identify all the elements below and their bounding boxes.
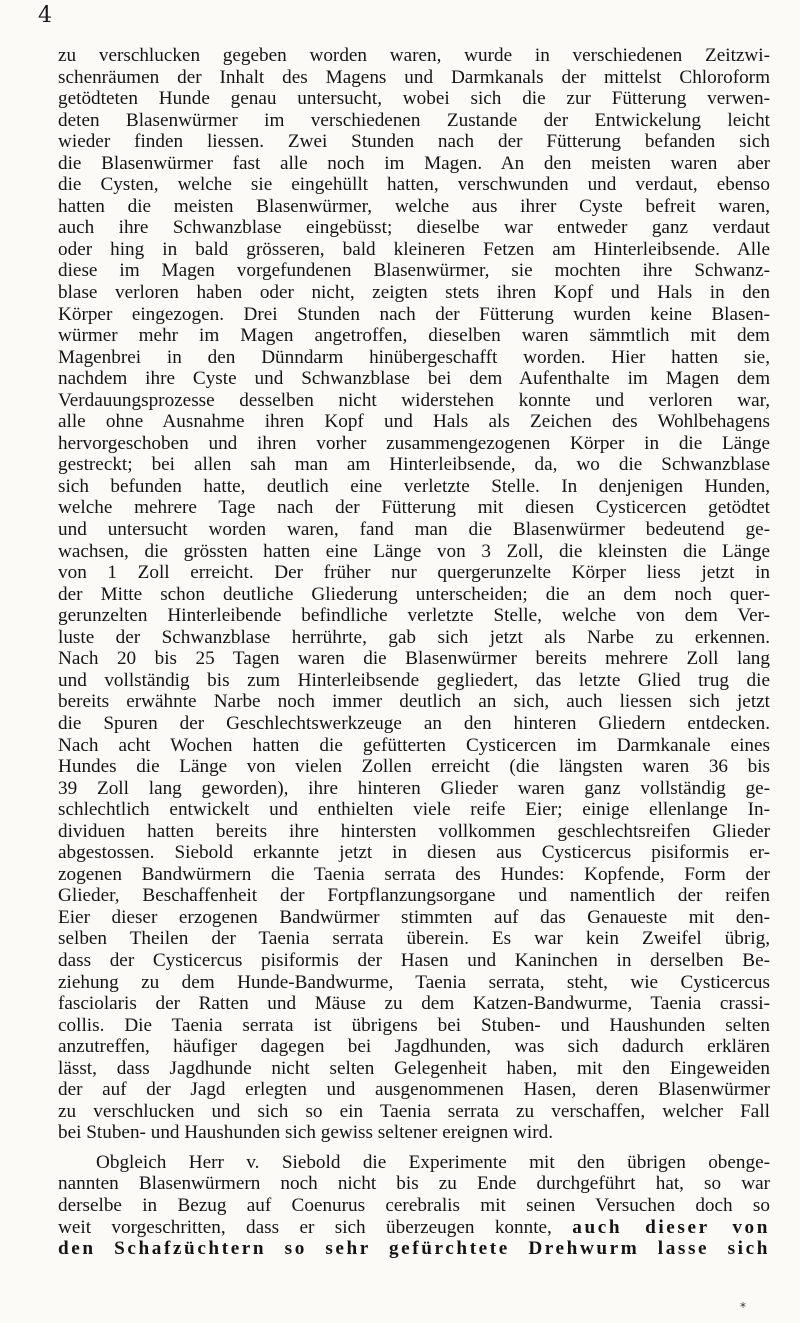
text-line: anzutreffen, häufiger dagegen bei Jagdhunden, was sich dadurch erklären xyxy=(58,1036,770,1058)
text-line: bereits erwähnte Narbe noch immer deutlich an sich, auch liessen sich jetzt xyxy=(58,691,770,713)
text-line: collis. Die Taenia serrata ist übrigens bei Stuben- und Haushunden selten xyxy=(58,1014,770,1036)
text-line: die Blasenwürmer fast alle noch im Magen. An den meisten waren aber xyxy=(58,152,770,174)
spaced-emphasis: auch dieser von xyxy=(572,1216,771,1238)
text-line: welche mehrere Tage nach der Fütterung mit diesen Cysticercen getödtet xyxy=(58,497,770,519)
spaced-emphasis-line: den Schafzüchtern so sehr gefürchtete Drehwurm lasse sich xyxy=(58,1238,770,1260)
text-line: Nach 20 bis 25 Tagen waren die Blasenwürmer bereits mehrere Zoll lang xyxy=(58,648,770,670)
text-line: von 1 Zoll erreicht. Der früher nur quergerunzelte Körper liess jetzt in xyxy=(58,562,770,584)
text-line: schlechtlich entwickelt und enthielten viele reife Eier; einige ellenlange In- xyxy=(58,799,770,821)
text-line: schenräumen der Inhalt des Magens und Darmkanals der mittelst Chloroform xyxy=(58,66,770,88)
text-line: die Cysten, welche sie eingehüllt hatten, verschwunden und verdaut, ebenso xyxy=(58,174,770,196)
text-line: abgestossen. Siebold erkannte jetzt in diesen aus Cysticercus pisiformis er- xyxy=(58,842,770,864)
text-line: und untersucht worden waren, fand man die Blasenwürmer bedeutend ge- xyxy=(58,519,770,541)
page-mark: * xyxy=(740,1300,746,1314)
text-line: selben Theilen der Taenia serrata überein. Es war kein Zweifel übrig, xyxy=(58,928,770,950)
text-line: deten Blasenwürmer im verschiedenen Zustande der Entwickelung leicht xyxy=(58,109,770,131)
text-line: wachsen, die grössten hatten eine Länge von 3 Zoll, die kleinsten die Länge xyxy=(58,540,770,562)
text-line: Verdauungsprozesse desselben nicht widerstehen konnte und verloren war, xyxy=(58,389,770,411)
paragraph-gap xyxy=(58,1144,770,1152)
text-line: dass der Cysticercus pisiformis der Hasen und Kaninchen in derselben Be- xyxy=(58,949,770,971)
text-line: Eier dieser erzogenen Bandwürmer stimmten auf das Genaueste mit den- xyxy=(58,906,770,928)
text-line: Magenbrei in den Dünndarm hinübergeschafft worden. Hier hatten sie, xyxy=(58,346,770,368)
text-line: Nach acht Wochen hatten die gefütterten Cysticercen im Darmkanale eines xyxy=(58,734,770,756)
body-text xyxy=(58,45,770,1260)
paragraph-1 xyxy=(58,45,770,1144)
text-line: Glieder, Beschaffenheit der Fortpflanzungsorgane und namentlich der reifen xyxy=(58,885,770,907)
text-line: die Spuren der Geschlechtswerkzeuge an den hinteren Gliedern entdecken. xyxy=(58,712,770,734)
text-line: zu verschlucken gegeben worden waren, wurde in verschiedenen Zeitzwi- xyxy=(58,45,770,66)
text-segment: weit vorgeschritten, dass er sich überzeugen konnte, xyxy=(58,1216,552,1238)
text-line: der auf der Jagd erlegten und ausgenommenen Hasen, deren Blasenwürmer xyxy=(58,1079,770,1101)
paragraph-2 xyxy=(58,1152,770,1260)
text-line: der Mitte schon deutliche Gliederung unterscheiden; die an dem noch quer- xyxy=(58,583,770,605)
text-line: würmer mehr im Magen angetroffen, dieselben waren sämmtlich mit dem xyxy=(58,325,770,347)
text-line: zu verschlucken und sich so ein Taenia serrata zu verschaffen, welcher Fall xyxy=(58,1100,770,1122)
text-line: wieder finden liessen. Zwei Stunden nach der Fütterung befanden sich xyxy=(58,131,770,153)
text-line: Obgleich Herr v. Siebold die Experimente mit den übrigen obenge- xyxy=(96,1151,770,1173)
text-line: luste der Schwanzblase herrührte, gab sich jetzt als Narbe zu erkennen. xyxy=(58,626,770,648)
text-line: dividuen hatten bereits ihre hintersten vollkommen geschlechtsreifen Glieder xyxy=(58,820,770,842)
text-line: auch ihre Schwanzblase eingebüsst; dieselbe war entweder ganz verdaut xyxy=(58,217,770,239)
text-line: blase verloren haben oder nicht, zeigten stets ihren Kopf und Hals in den xyxy=(58,282,770,304)
text-line: Körper eingezogen. Drei Stunden nach der Fütterung wurden keine Blasen- xyxy=(58,303,770,325)
text-line: lässt, dass Jagdhunde nicht selten Gelegenheit haben, mit den Eingeweiden xyxy=(58,1057,770,1079)
text-line: fasciolaris der Ratten und Mäuse zu dem Katzen-Bandwurme, Taenia crassi- xyxy=(58,993,770,1015)
text-line: nachdem ihre Cyste und Schwanzblase bei dem Aufenthalte im Magen dem xyxy=(58,368,770,390)
text-line: und vollständig bis zum Hinterleibsende gegliedert, das letzte Glied trug die xyxy=(58,669,770,691)
text-line: gestreckt; bei allen sah man am Hinterleibsende, da, wo die Schwanzblase xyxy=(58,454,770,476)
text-line: getödteten Hunde genau untersucht, wobei sich die zur Fütterung verwen- xyxy=(58,88,770,110)
text-line: 39 Zoll lang geworden), ihre hinteren Glieder waren ganz vollständig ge- xyxy=(58,777,770,799)
text-line: zogenen Bandwürmern die Taenia serrata des Hundes: Kopfende, Form der xyxy=(58,863,770,885)
text-line: nannten Blasenwürmern noch nicht bis zu Ende durchgeführt hat, so war xyxy=(58,1173,770,1195)
text-line: oder hing in bald grösseren, bald kleineren Fetzen am Hinterleibsende. Alle xyxy=(58,238,770,260)
text-line xyxy=(58,1217,770,1239)
text-line: alle ohne Ausnahme ihren Kopf und Hals als Zeichen des Wohlbehagens xyxy=(58,411,770,433)
text-line: hervorgeschoben und ihren vorher zusammengezogenen Körper in die Länge xyxy=(58,432,770,454)
text-line: Hundes die Länge von vielen Zollen erreicht (die längsten waren 36 bis xyxy=(58,756,770,778)
text-line: hatten die meisten Blasenwürmer, welche aus ihrer Cyste befreit waren, xyxy=(58,195,770,217)
text-line: ziehung zu dem Hunde-Bandwurme, Taenia serrata, steht, wie Cysticercus xyxy=(58,971,770,993)
text-line: bei Stuben- und Haushunden sich gewiss seltener ereignen wird. xyxy=(58,1122,554,1144)
text-line: derselbe in Bezug auf Coenurus cerebralis mit seinen Versuchen doch so xyxy=(58,1194,770,1216)
text-line: sich befunden hatte, deutlich eine verletzte Stelle. In denjenigen Hunden, xyxy=(58,475,770,497)
text-line: diese im Magen vorgefundenen Blasenwürmer, sie mochten ihre Schwanz- xyxy=(58,260,770,282)
text-line: gerunzelten Hinterleibende befindliche verletzte Stelle, welche von dem Ver- xyxy=(58,605,770,627)
page-number: 4 xyxy=(38,3,52,28)
